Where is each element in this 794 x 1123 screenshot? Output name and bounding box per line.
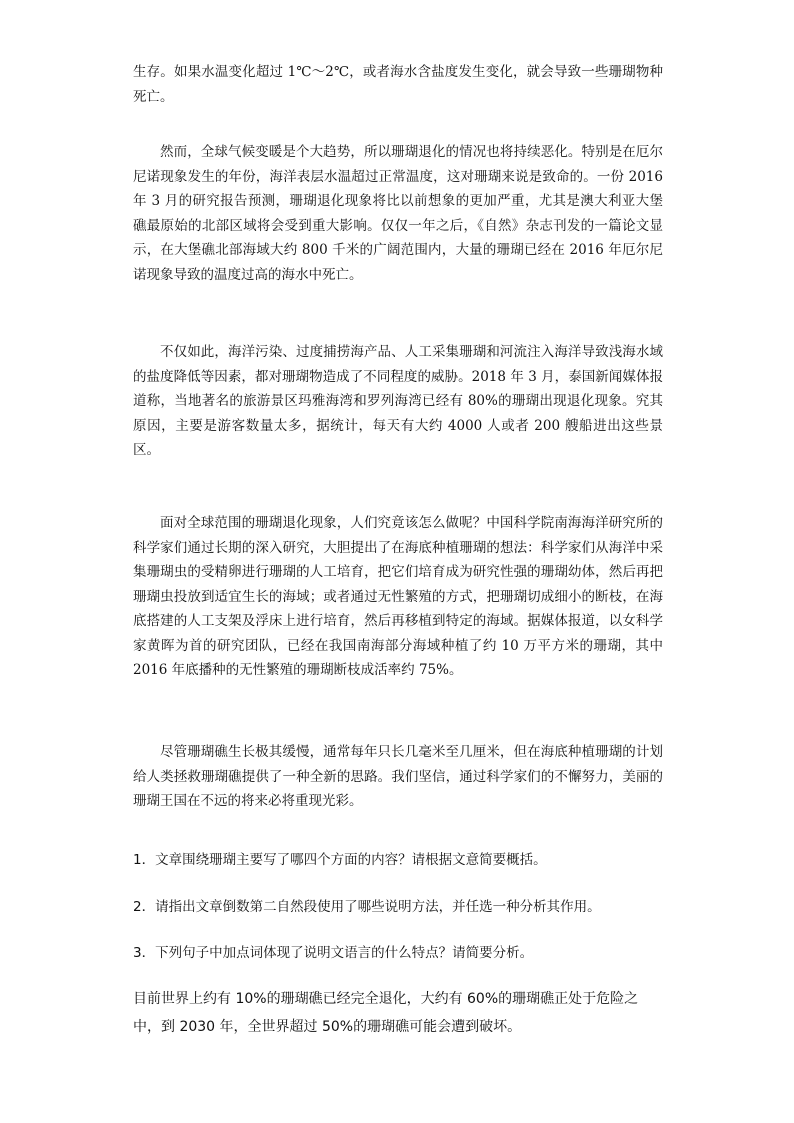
paragraph-conclusion: 尽管珊瑚礁生长极其缓慢，通常每年只长几毫米至几厘米，但在海底种植珊瑚的计划给人类拯救珊瑚礁提供了一种全新的思路。我们坚信，通过科学家们的不懈努力，美丽的珊瑚王国在不远的将来必将重现光彩。	[133, 744, 663, 809]
paragraph-other-threats: 不仅如此，海洋污染、过度捕捞海产品、人工采集珊瑚和河流注入海洋导致浅海水域的盐度降低等因素，都对珊瑚物造成了不同程度的威胁。2018 年 3 月，泰国新闻媒体报道称，当地著名的旅游景区玛雅海湾和罗列海湾已经有 80%的珊瑚出现退化现象。究其原因，主要是游客数量太多，据统计，每天有大约 4000 人或者 200 艘船进出这些景区。	[133, 344, 663, 458]
paragraph-climate-warming: 然而，全球气候变暖是个大趋势，所以珊瑚退化的情况也将持续恶化。特别是在厄尔尼诺现象发生的年份，海洋表层水温超过正常温度，这对珊瑚来说是致命的。一份 2016 年 3 月的研究报告预测，珊瑚退化现象将比以前想象的更加严重，尤其是澳大利亚大堡礁最原始的北部区域将会受到重大影响。仅仅一年之后，《自然》杂志刊发的一篇论文显示，在大堡礁北部海域大约 800 千米的广阔范围内，大量的珊瑚已经在 2016 年厄尔尼诺现象导致的温度过高的海水中死亡。	[133, 144, 663, 283]
question-2: 2．请指出文章倒数第二自然段使用了哪些说明方法，并任选一种分析其作用。	[133, 899, 601, 915]
question-1: 1．文章围绕珊瑚主要写了哪四个方面的内容？请根据文意简要概括。	[133, 852, 547, 868]
paragraph-continued: 生存。如果水温变化超过 1℃～2℃，或者海水含盐度发生变化，就会导致一些珊瑚物种死亡。	[133, 64, 663, 105]
quoted-sentence: 目前世界上约有 10%的珊瑚礁已经完全退化，大约有 60%的珊瑚礁正处于危险之中，到 2030 年，全世界超过 50%的珊瑚礁可能会遭到破坏。	[133, 991, 639, 1035]
question-3: 3．下列句子中加点词体现了说明文语言的什么特点？请简要分析。	[133, 945, 534, 961]
paragraph-coral-planting: 面对全球范围的珊瑚退化现象，人们究竟该怎么做呢？中国科学院南海海洋研究所的科学家们通过长期的深入研究，大胆提出了在海底种植珊瑚的想法：科学家们从海洋中采集珊瑚虫的受精卵进行珊瑚的人工培育，把它们培育成为研究性强的珊瑚幼体，然后再把珊瑚虫投放到适宜生长的海域；或者通过无性繁殖的方式，把珊瑚切成细小的断枝，在海底搭建的人工支架及浮床上进行培育，然后再移植到特定的海域。据媒体报道，以女科学家黄晖为首的研究团队，已经在我国南海部分海域种植了约 10 万平方米的珊瑚，其中 2016 年底播种的无性繁殖的珊瑚断枝成活率约 75%。	[133, 515, 663, 678]
